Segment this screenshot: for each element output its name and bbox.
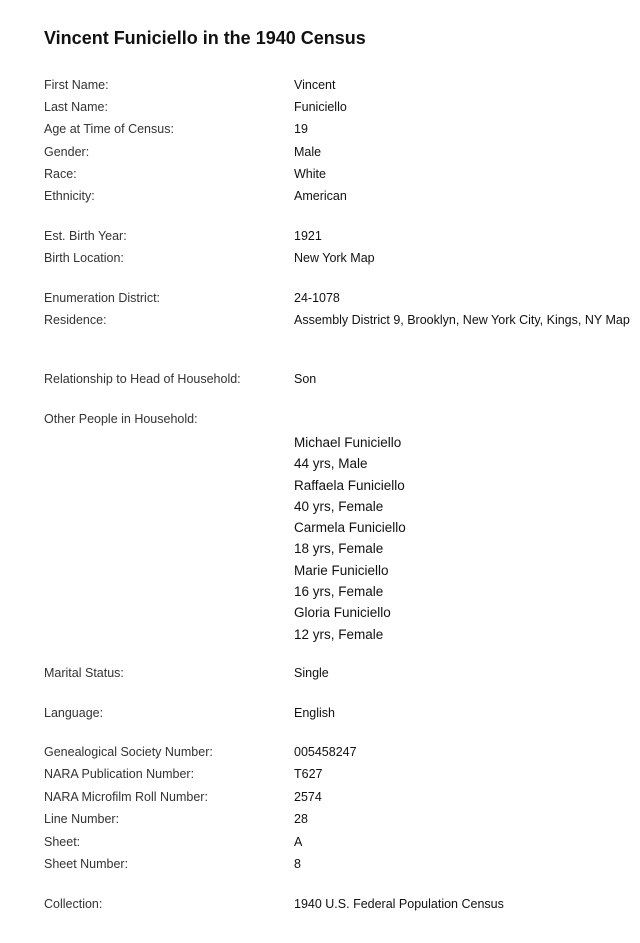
- age-label: Age at Time of Census:: [44, 122, 174, 136]
- household-member-name[interactable]: Carmela Funiciello: [294, 520, 406, 536]
- household-member-details: 44 yrs, Male: [294, 456, 368, 472]
- line-number-value: 28: [294, 812, 308, 826]
- birth-location-text: New York: [294, 251, 347, 265]
- household-member-name[interactable]: Raffaela Funiciello: [294, 477, 405, 493]
- sheet-label: Sheet:: [44, 835, 81, 849]
- ethnicity-value: American: [294, 189, 347, 203]
- marital-status-label: Marital Status:: [44, 666, 124, 680]
- other-people-label: Other People in Household:: [44, 412, 198, 426]
- sheet-value: A: [294, 835, 303, 849]
- last-name-label: Last Name:: [44, 100, 108, 114]
- race-value: White: [294, 167, 326, 181]
- language-value: English: [294, 706, 335, 720]
- age-value: 19: [294, 122, 308, 136]
- household-member-name[interactable]: Gloria Funiciello: [294, 605, 391, 621]
- gs-number-label: Genealogical Society Number:: [44, 745, 213, 759]
- household-member-details: 12 yrs, Female: [294, 626, 384, 642]
- relationship-value: Son: [294, 372, 317, 386]
- line-number-label: Line Number:: [44, 812, 120, 826]
- language-label: Language:: [44, 706, 104, 720]
- household-member-details: 40 yrs, Female: [294, 498, 384, 514]
- birth-year-label: Est. Birth Year:: [44, 229, 127, 243]
- sheet-number-value: 8: [294, 857, 301, 871]
- collection-value[interactable]: 1940 U.S. Federal Population Census: [294, 897, 504, 911]
- nara-publication-label: NARA Publication Number:: [44, 767, 195, 781]
- sheet-number-label: Sheet Number:: [44, 857, 129, 871]
- race-label: Race:: [44, 167, 77, 181]
- birth-year-value: 1921: [294, 229, 322, 243]
- nara-roll-value: 2574: [294, 790, 322, 804]
- enumeration-district-label: Enumeration District:: [44, 291, 161, 305]
- collection-label: Collection:: [44, 897, 103, 911]
- residence-map-link[interactable]: Map: [605, 313, 630, 327]
- household-member-details: 18 yrs, Female: [294, 541, 384, 557]
- gender-label: Gender:: [44, 145, 90, 159]
- birth-location-map-link[interactable]: Map: [350, 251, 375, 265]
- relationship-label: Relationship to Head of Household:: [44, 372, 241, 386]
- page-title: Vincent Funiciello in the 1940 Census: [44, 28, 366, 48]
- first-name-label: First Name:: [44, 78, 109, 92]
- enumeration-district-value: 24-1078: [294, 291, 340, 305]
- birth-location-label: Birth Location:: [44, 251, 124, 265]
- household-member-details: 16 yrs, Female: [294, 584, 384, 600]
- ethnicity-label: Ethnicity:: [44, 189, 95, 203]
- household-member-name[interactable]: Marie Funiciello: [294, 562, 389, 578]
- birth-location-value: [294, 251, 375, 265]
- first-name-value: Vincent: [294, 78, 336, 92]
- nara-publication-value: T627: [294, 767, 323, 781]
- gender-value: Male: [294, 145, 322, 159]
- gs-number-value: 005458247: [294, 745, 357, 759]
- household-list: [294, 432, 406, 645]
- residence-label: Residence:: [44, 313, 107, 327]
- household-member-name[interactable]: Michael Funiciello: [294, 435, 402, 450]
- residence-value: [294, 311, 634, 330]
- last-name-value: Funiciello: [294, 100, 347, 114]
- residence-text: Assembly District 9, Brooklyn, New York City, Kings, NY: [294, 313, 602, 327]
- nara-roll-label: NARA Microfilm Roll Number:: [44, 790, 208, 804]
- marital-status-value: Single: [294, 666, 329, 680]
